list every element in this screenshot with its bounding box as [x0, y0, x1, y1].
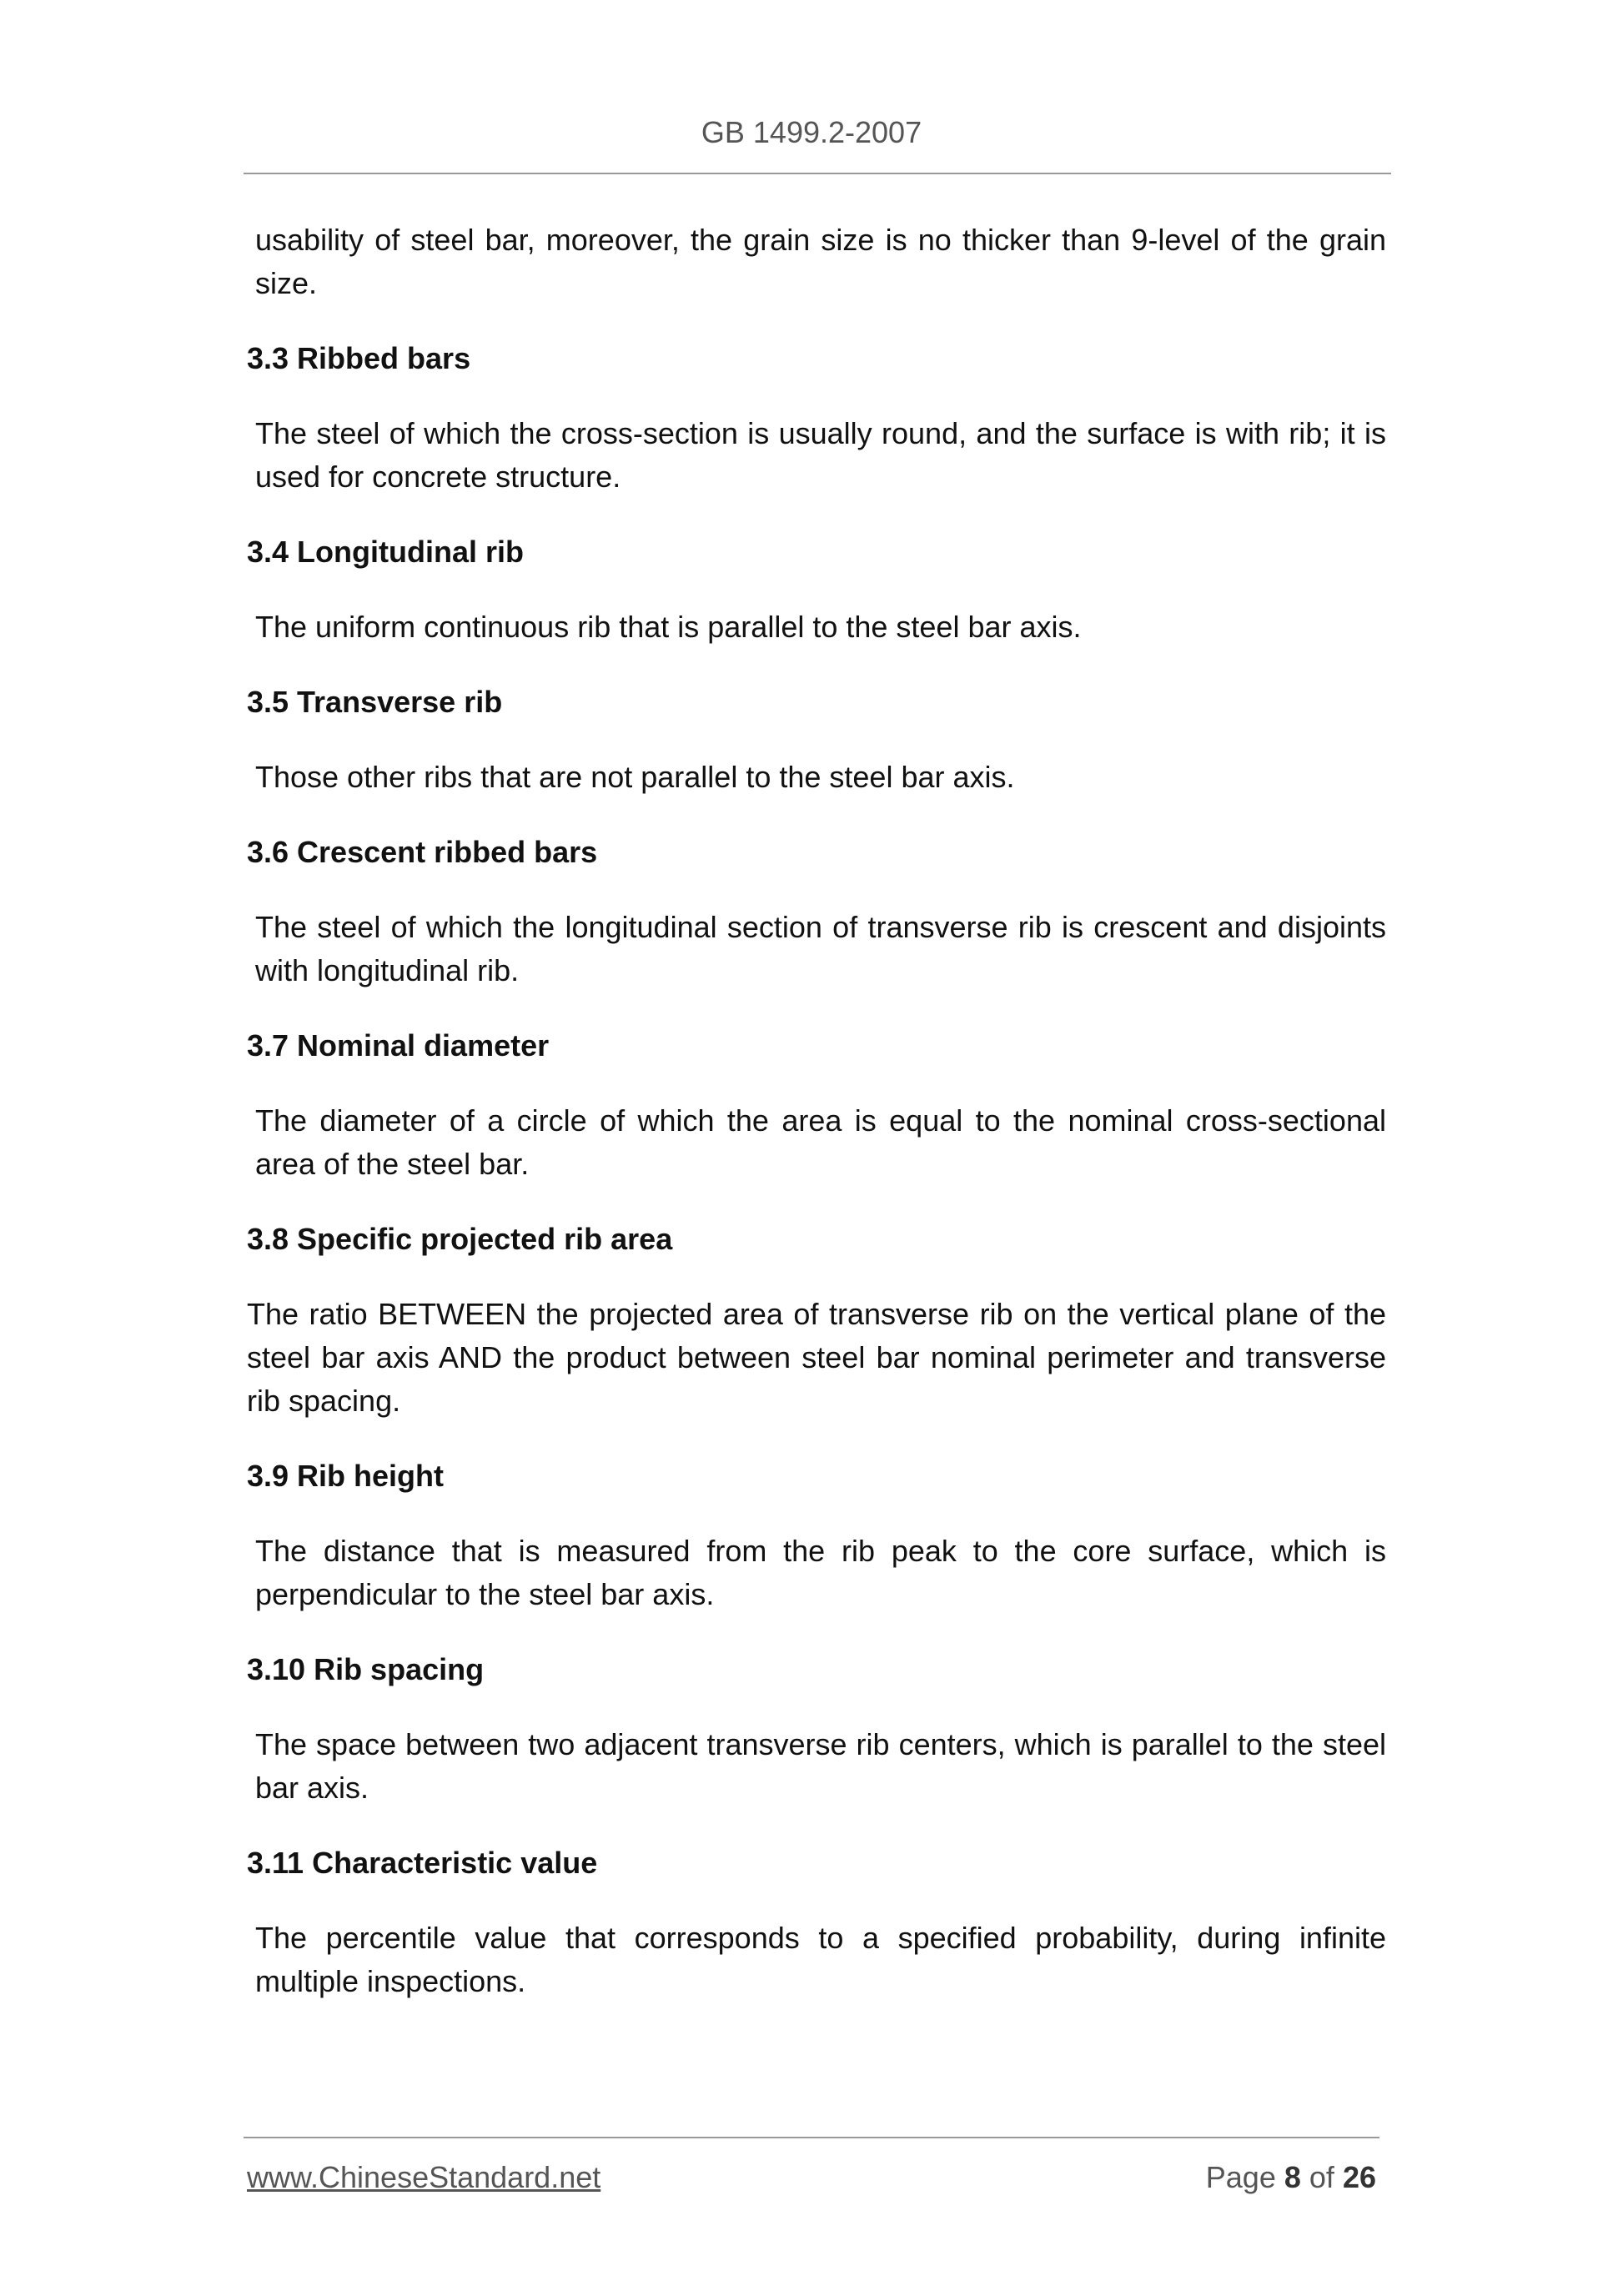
section-text-3-8: The ratio BETWEEN the projected area of transverse rib on the vertical plane of the steel bar axis AND the product between steel bar nominal perimeter and transverse rib spacing.: [247, 1297, 1386, 1418]
header-divider: [244, 173, 1391, 174]
section-heading-3-3: 3.3 Ribbed bars: [247, 341, 471, 375]
section-text-3-4: The uniform continuous rib that is parallel to the steel bar axis.: [255, 610, 1082, 644]
section-heading-3-6: 3.6 Crescent ribbed bars: [247, 835, 598, 869]
section-text-3-9: The distance that is measured from the rib peak to the core surface, which is perpendicular to the steel bar axis.: [255, 1534, 1386, 1611]
intro-paragraph: usability of steel bar, moreover, the grain size is no thicker than 9-level of the grain size.: [255, 223, 1386, 300]
section-text-3-11: The percentile value that corresponds to a specified probability, during infinite multiple inspections.: [255, 1921, 1386, 1998]
section-text-3-5: Those other ribs that are not parallel to the steel bar axis.: [255, 760, 1015, 794]
footer-divider: [244, 2137, 1379, 2138]
page-of: of: [1309, 2160, 1334, 2194]
section-text-3-10: The space between two adjacent transverse rib centers, which is parallel to the steel bar axis.: [255, 1727, 1386, 1805]
section-text-3-6: The steel of which the longitudinal section of transverse rib is crescent and disjoints with longitudinal rib.: [255, 910, 1386, 987]
page-total: 26: [1342, 2160, 1376, 2194]
section-heading-3-10: 3.10 Rib spacing: [247, 1652, 485, 1686]
document-body: [247, 219, 1386, 2035]
section-heading-3-4: 3.4 Longitudinal rib: [247, 535, 524, 569]
document-header-title: GB 1499.2-2007: [701, 115, 922, 149]
page-prefix: Page: [1205, 2160, 1276, 2194]
section-heading-3-9: 3.9 Rib height: [247, 1459, 445, 1493]
footer-page-indicator: [1206, 2160, 1376, 2195]
section-heading-3-11: 3.11 Characteristic value: [247, 1846, 598, 1880]
section-text-3-7: The diameter of a circle of which the area is equal to the nominal cross-sectional area of the steel bar.: [255, 1103, 1386, 1181]
section-heading-3-7: 3.7 Nominal diameter: [247, 1028, 550, 1063]
section-heading-3-5: 3.5 Transverse rib: [247, 685, 503, 719]
footer-website-link[interactable]: www.ChineseStandard.net: [247, 2160, 601, 2194]
section-text-3-3: The steel of which the cross-section is usually round, and the surface is with rib; it is used for concrete structure.: [255, 416, 1386, 494]
page-number: 8: [1284, 2160, 1301, 2194]
section-heading-3-8: 3.8 Specific projected rib area: [247, 1222, 673, 1256]
